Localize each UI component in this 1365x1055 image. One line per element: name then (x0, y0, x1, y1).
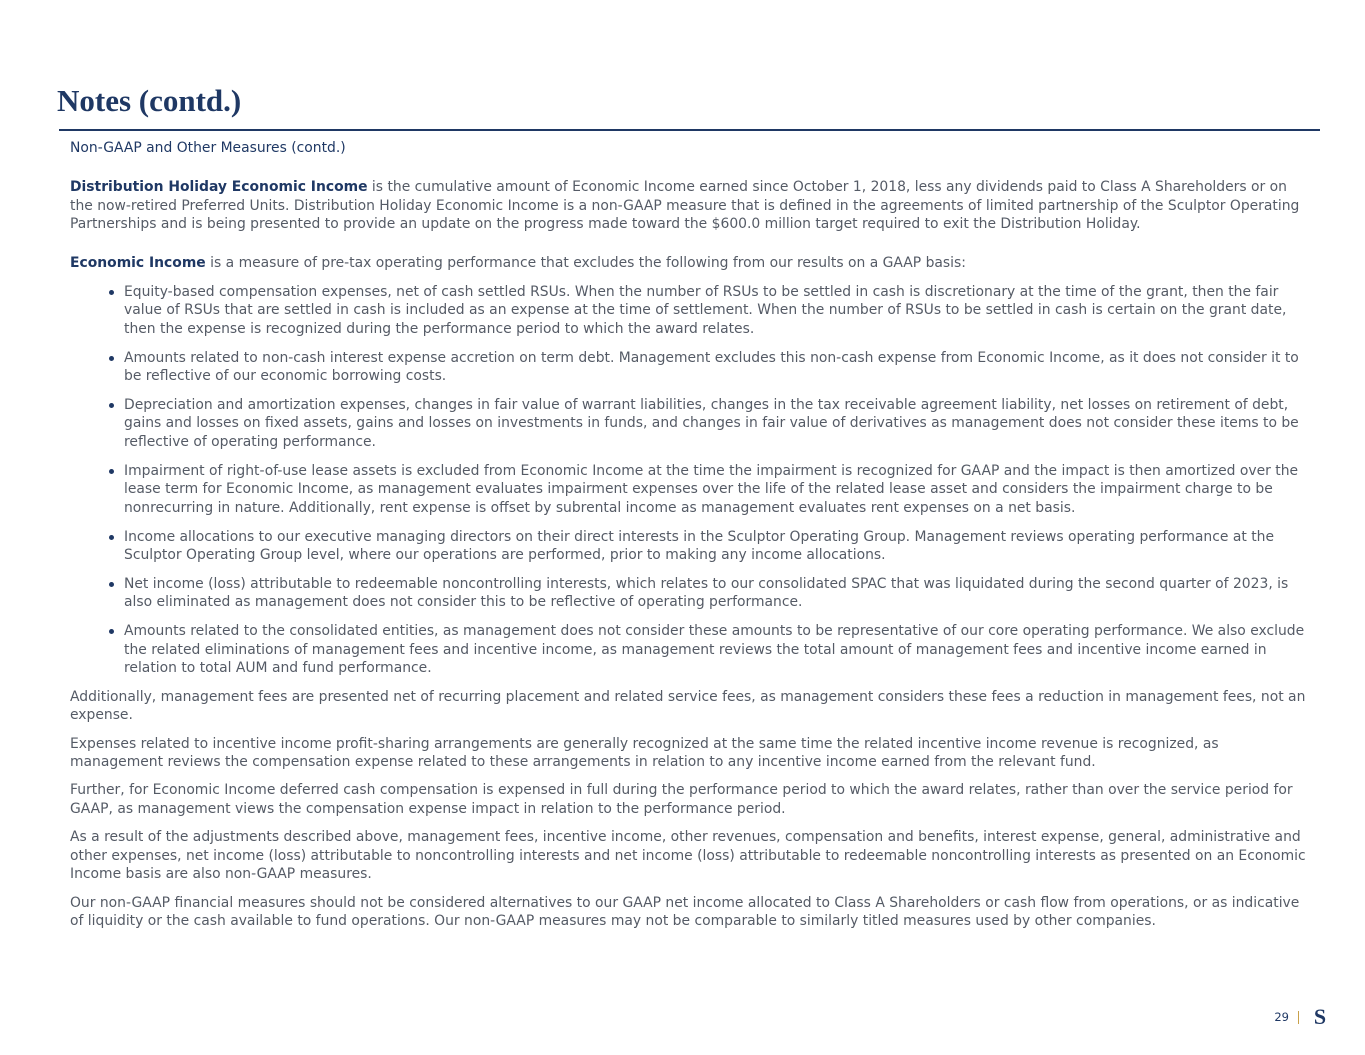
distribution-holiday-term: Distribution Holiday Economic Income (70, 179, 368, 196)
footer-divider (1298, 1011, 1299, 1024)
section-heading: Non-GAAP and Other Measures (contd.) (70, 140, 346, 156)
list-item: Impairment of right-of-use lease assets is excluded from Economic Income at the time the impairment is recognized for GAAP and the impact is then amortized over the lease term for Economic Income, as management evaluates impairment expenses over the life of the related lease asset and considers the impairment charge to be nonrecurring in nature. Additionally, rent expense is offset by subrental income as management evaluates rent expenses on a net basis. (124, 462, 1310, 517)
closing-paragraph: Expenses related to incentive income profit-sharing arrangements are generally recognized at the same time the related incentive income revenue is recognized, as management reviews the compensation expense related to these arrangements in relation to any incentive income earned from the relevant fund. (70, 735, 1219, 771)
list-item: Amounts related to the consolidated entities, as management does not consider these amounts to be representative of our core operating performance. We also exclude the related eliminations of management fees and incentive income, as management reviews the total amount of management fees and incentive income earned in relation to total AUM and fund performance. (124, 622, 1310, 677)
economic-income-term: Economic Income (70, 254, 206, 271)
list-item: Amounts related to non-cash interest expense accretion on term debt. Management excludes this non-cash expense from Economic Income, as it does not consider it to be reflective of our economic borrowing costs. (124, 349, 1310, 386)
exclusions-list (70, 283, 1310, 677)
page-number: 29 (1274, 1010, 1289, 1024)
page-footer (1274, 1006, 1329, 1028)
list-item: Equity-based compensation expenses, net of cash settled RSUs. When the number of RSUs to be settled in cash is discretionary at the time of the grant, then the fair value of RSUs that are settled in cash is included as an expense at the time of settlement. When the number of RSUs to be settled in cash is certain on the grant date, then the expense is recognized during the performance period to which the award relates. (124, 283, 1310, 338)
list-item: Income allocations to our executive managing directors on their direct interests in the Sculptor Operating Group. Management reviews operating performance at the Sculptor Operating Group level, where our operations are performed, prior to making any income allocations. (124, 528, 1310, 565)
list-item: Net income (loss) attributable to redeemable noncontrolling interests, which relates to our consolidated SPAC that was liquidated during the second quarter of 2023, is also eliminated as management does not consider this to be reflective of operating performance. (124, 575, 1310, 612)
sculptor-logo-icon (1311, 1007, 1329, 1027)
economic-income-text: is a measure of pre-tax operating performance that excludes the following from our results on a GAAP basis: (205, 254, 966, 271)
page-title: Notes (contd.) (57, 83, 242, 118)
notes-content (70, 139, 1310, 930)
closing-paragraph: Additionally, management fees are presented net of recurring placement and related service fees, as management considers these fees a reduction in management fees, not an expense. (70, 688, 1306, 724)
logo-letter: S (1313, 1007, 1327, 1027)
distribution-holiday-text: is the cumulative amount of Economic Income earned since October 1, 2018, less any dividends paid to Class A Shareholders or on the now-retired Preferred Units. Distribution Holiday Economic Income is a non-GAAP measure that is defined in the agreements of limited partnership of the Sculptor Operating Partnerships and is being presented to provide an update on the progress made toward the $600.0 million target required to exit the Distribution Holiday. (70, 179, 1300, 233)
distribution-holiday-paragraph (70, 178, 1310, 233)
list-item: Depreciation and amortization expenses, changes in fair value of warrant liabilities, changes in the tax receivable agreement liability, net losses on retirement of debt, gains and losses on fixed assets, gains and losses on investments in funds, and changes in fair value of derivatives as management does not consider these items to be reflective of operating performance. (124, 396, 1310, 451)
economic-income-paragraph (70, 254, 1310, 272)
closing-paragraph: As a result of the adjustments described above, management fees, incentive income, other revenues, compensation and benefits, interest expense, general, administrative and other expenses, net income (loss) attributable to noncontrolling interests and net income (loss) attributable to redeemable noncontrolling interests as presented on an Economic Income basis are also non-GAAP measures. (70, 829, 1306, 883)
title-divider (59, 129, 1320, 131)
closing-paragraph: Further, for Economic Income deferred cash compensation is expensed in full during the performance period to which the award relates, rather than over the service period for GAAP, as management views the compensation expense impact in relation to the performance period. (70, 782, 1293, 817)
closing-paragraph: Our non-GAAP financial measures should not be considered alternatives to our GAAP net income allocated to Class A Shareholders or cash flow from operations, or as indicative of liquidity or the cash available to fund operations. Our non-GAAP measures may not be comparable to similarly titled measures used by other companies. (70, 894, 1300, 929)
